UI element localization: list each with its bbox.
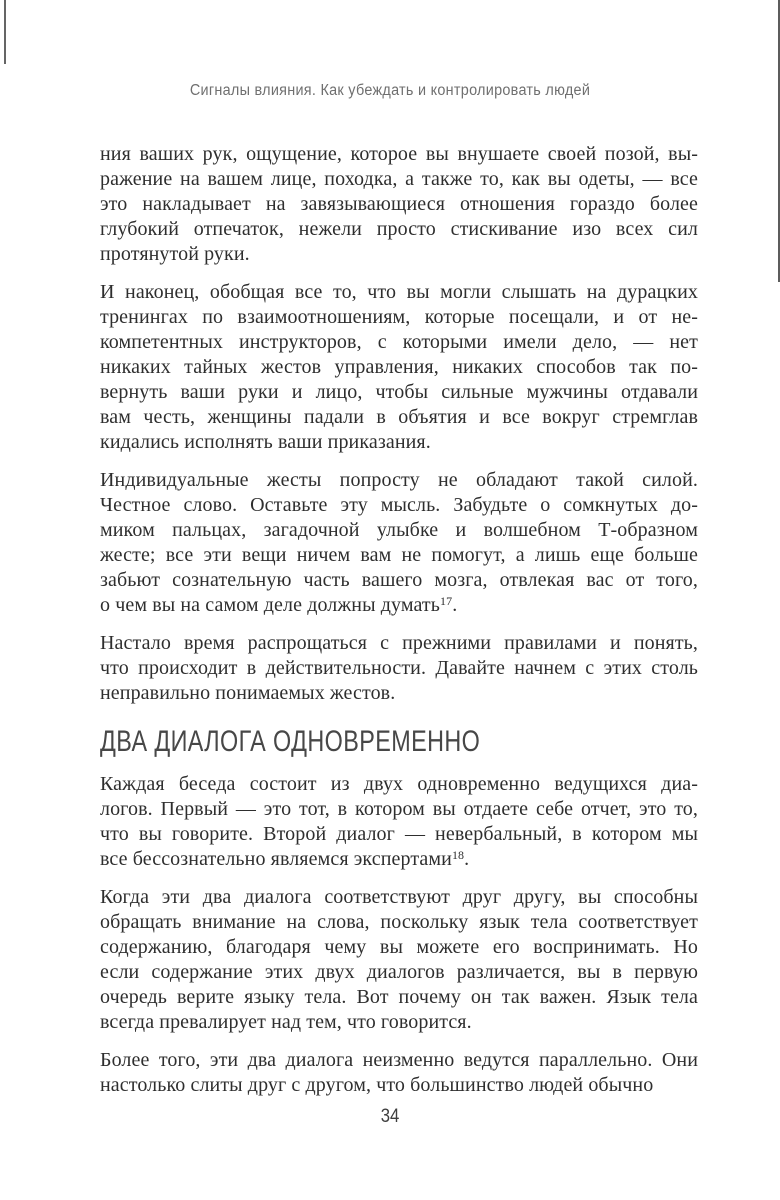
text-line: неправильно понимаемых жестов. (100, 682, 396, 704)
paragraph (100, 468, 698, 618)
text-line: миком пальцах, загадочной улыбке и волшебном Т-образном (100, 519, 698, 541)
paragraph (100, 1048, 698, 1098)
page-number: 34 (380, 1106, 400, 1127)
page-body (100, 142, 698, 1111)
paragraph (100, 142, 698, 267)
footnote-reference: 17 (440, 594, 453, 608)
text-line: вам честь, женщины падали в объятия и все вокруг стремглав (100, 406, 698, 428)
scan-artifact-left (4, 0, 6, 64)
text-line: Каждая беседа состоит из двух одновременно ведущихся диа- (100, 773, 698, 795)
text-line: кидались исполнять ваши приказания. (100, 431, 431, 453)
text-line: И наконец, обобщая все то, что вы могли слышать на дурацких (100, 281, 698, 303)
paragraph (100, 631, 698, 706)
text-line: настолько слиты друг с другом, что большинство людей обычно (100, 1074, 654, 1096)
text-line: очередь верите языку тела. Вот почему он так важен. Язык тела (100, 986, 698, 1008)
paragraph (100, 280, 698, 455)
section-heading (100, 725, 698, 759)
text-line: это накладывает на завязывающиеся отношения гораздо более (100, 193, 698, 215)
text-line: протянутой руки. (100, 243, 250, 265)
text-line: жесте; все эти вещи ничем вам не помогут, а лишь еще больше (100, 544, 698, 566)
text-line: если содержание этих двух диалогов различается, вы в первую (100, 961, 698, 983)
text-line: ражение на вашем лице, походка, а также то, как вы одеты, — все (100, 168, 698, 190)
text-line: забьют сознательную часть вашего мозга, отвлекая вас от того, (100, 569, 698, 591)
text-line: Более того, эти два диалога неизменно ведутся параллельно. Они (100, 1049, 698, 1071)
text-line: что вы говорите. Второй диалог — невербальный, в котором мы (100, 823, 698, 845)
running-head: Сигналы влияния. Как убеждать и контролировать людей (189, 82, 591, 99)
text-line: содержанию, благодаря чему вы можете его воспринимать. Но (100, 936, 698, 958)
text-line: компетентных инструкторов, с которыми имели дело, — нет (100, 331, 698, 353)
text-line: все бессознательно являемся экспертами$^{18}$. (100, 848, 470, 870)
text-line: тренингах по взаимоотношениям, которые посещали, и от не- (100, 306, 698, 328)
text-line: ния ваших рук, ощущение, которое вы внушаете своей позой, вы- (100, 143, 698, 165)
text-line: обращать внимание на слова, поскольку язык тела соответствует (100, 911, 698, 933)
text-line: логов. Первый — это тот, в котором вы отдаете себе отчет, это то, (100, 798, 698, 820)
text-line: глубокий отпечаток, нежели просто стискивание изо всех сил (100, 218, 698, 240)
paragraph (100, 772, 698, 872)
section-heading-text: ДВА ДИАЛОГА ОДНОВРЕМЕННО (100, 725, 481, 758)
footnote-reference: 18 (451, 848, 465, 862)
text-line: никаких тайных жестов управления, никаких способов так по- (100, 356, 698, 378)
text-line: вернуть ваши руки и лицо, чтобы сильные мужчины отдавали (100, 381, 698, 403)
text-line: что происходит в действительности. Давайте начнем с этих столь (100, 657, 698, 679)
text-line: Когда эти два диалога соответствуют друг другу, вы способны (100, 886, 698, 908)
text-line: Индивидуальные жесты попросту не обладают такой силой. (100, 469, 698, 491)
text-line: всегда превалирует над тем, что говорится. (100, 1011, 472, 1033)
text-line: Настало время распрощаться с прежними правилами и понять, (100, 632, 698, 654)
text-line: Честное слово. Оставьте эту мысль. Забудьте о сомкнутых до- (100, 494, 698, 516)
text-line: о чем вы на самом деле должны думать$^{17}$. (100, 594, 458, 616)
paragraph (100, 885, 698, 1035)
